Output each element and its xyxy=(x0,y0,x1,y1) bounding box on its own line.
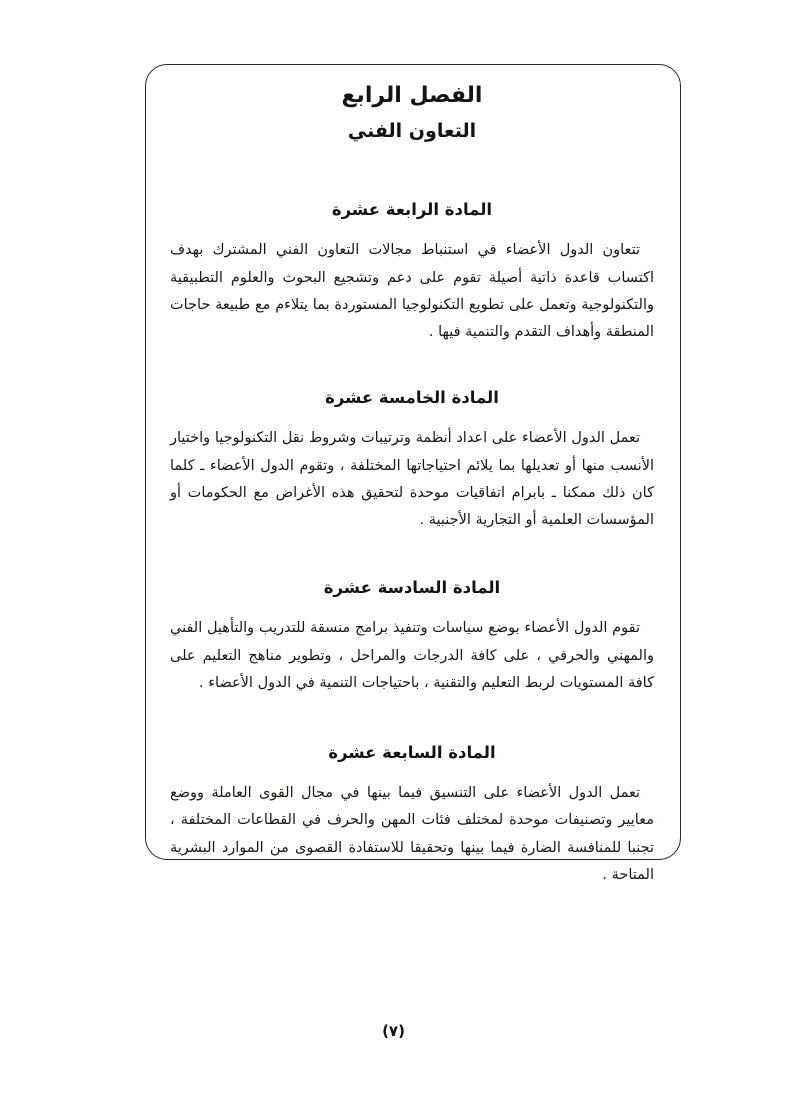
article-body: تعمل الدول الأعضاء على اعداد أنظمة وترتيبات وشروط نقل التكنولوجيا واختيار الأنسب منها أو تعديلها بما يلائم احتياجاتها المختلفة ، وتقوم الدول الأعضاء ـ كلما كان ذلك ممكنا ـ بابرام اتفاقيات موحدة لتحقيق هذه الأغراض مع الحكومات أو المؤسسات العلمية أو التجارية الأجنبية . xyxy=(170,430,654,529)
article-heading: المادة الرابعة عشرة xyxy=(331,200,493,220)
article-heading: المادة الخامسة عشرة xyxy=(325,388,499,408)
article-body: تتعاون الدول الأعضاء في استنباط مجالات التعاون الفني المشترك بهدف اكتساب قاعدة ذاتية أصيلة تقوم على دعم وتشجيع البحوث والعلوم التطبيقية والتكنولوجية وتعمل على تطويع التكنولوجيا المستوردة بما يتلاءم مع طبيعة حاجات المنطقة وأهداف التقدم والتنمية فيها . xyxy=(170,242,654,341)
article-heading: المادة السابعة عشرة xyxy=(328,743,496,763)
document-border-frame xyxy=(145,64,681,883)
article-body: تقوم الدول الأعضاء بوضع سياسات وتنفيذ برامج منسقة للتدريب والتأهيل الفني والمهني والحرفي ، على كافة الدرجات والمراحل ، وتطوير مناهج التعليم على كافة المستويات لربط التعليم والتقنية ، باحتياجات التنمية في الدول الأعضاء . xyxy=(170,620,654,691)
chapter-title: الفصل الرابع xyxy=(341,83,483,108)
article-seventeen xyxy=(170,743,654,889)
chapter-subtitle: التعاون الفني xyxy=(347,119,477,142)
article-fifteen xyxy=(170,388,654,534)
article-heading: المادة السادسة عشرة xyxy=(323,578,501,598)
article-body: تعمل الدول الأعضاء على التنسيق فيما بينها في مجال القوى العاملة ووضع معايير وتصنيفات موحدة لمختلف فئات المهن والحرف في القطاعات المختلفة ، تجنبا للمنافسة الضارة فيما بينها وتحقيقا للاستفادة القصوى من الموارد البشرية المتاحة . xyxy=(170,785,654,883)
article-sixteen xyxy=(170,578,654,697)
article-fourteen xyxy=(170,200,654,346)
page-number: (٧) xyxy=(382,1022,405,1040)
